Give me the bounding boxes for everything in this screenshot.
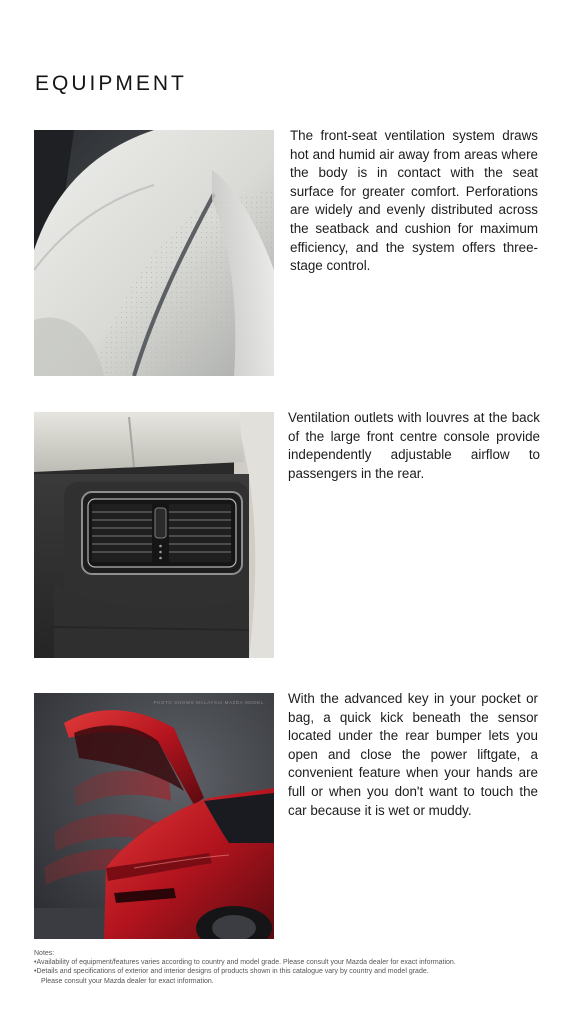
notes-heading: Notes:: [34, 950, 55, 957]
seat-ventilation-description: The front-seat ventilation system draws hot and humid air away from areas where the body is in contact with the seat surface for greater comfort. Perforations are widely and evenly distributed across the seatback and cushion for maximum efficiency, and the system offers three-stage control.: [290, 128, 538, 274]
note-item: • Details and specifications of exterior and interior designs of products shown in this catalogue vary by country and model grade.: [34, 967, 544, 976]
notes-section: [34, 949, 544, 986]
photo-caption: PHOTO SHOWS MALAYSIA MAZDA MODEL: [153, 700, 264, 705]
power-liftgate-description: With the advanced key in your pocket or bag, a quick kick beneath the sensor located under the rear bumper lets you open and close the power liftgate, a convenient feature when your hands are full or when you don't want to touch the car because it is wet or muddy.: [288, 691, 538, 818]
power-liftgate-image: [34, 693, 274, 939]
note-item: • Availability of equipment/features varies according to country and model grade. Please consult your Mazda dealer for exact information.: [34, 958, 544, 967]
note-continuation: Please consult your Mazda dealer for exact information.: [41, 977, 214, 985]
seat-ventilation-image: [34, 130, 274, 376]
rear-vents-description: Ventilation outlets with louvres at the back of the large front centre console provide independently adjustable airflow to passengers in the rear.: [288, 410, 540, 481]
rear-vents-image: [34, 412, 274, 658]
page-title: EQUIPMENT: [35, 72, 187, 95]
